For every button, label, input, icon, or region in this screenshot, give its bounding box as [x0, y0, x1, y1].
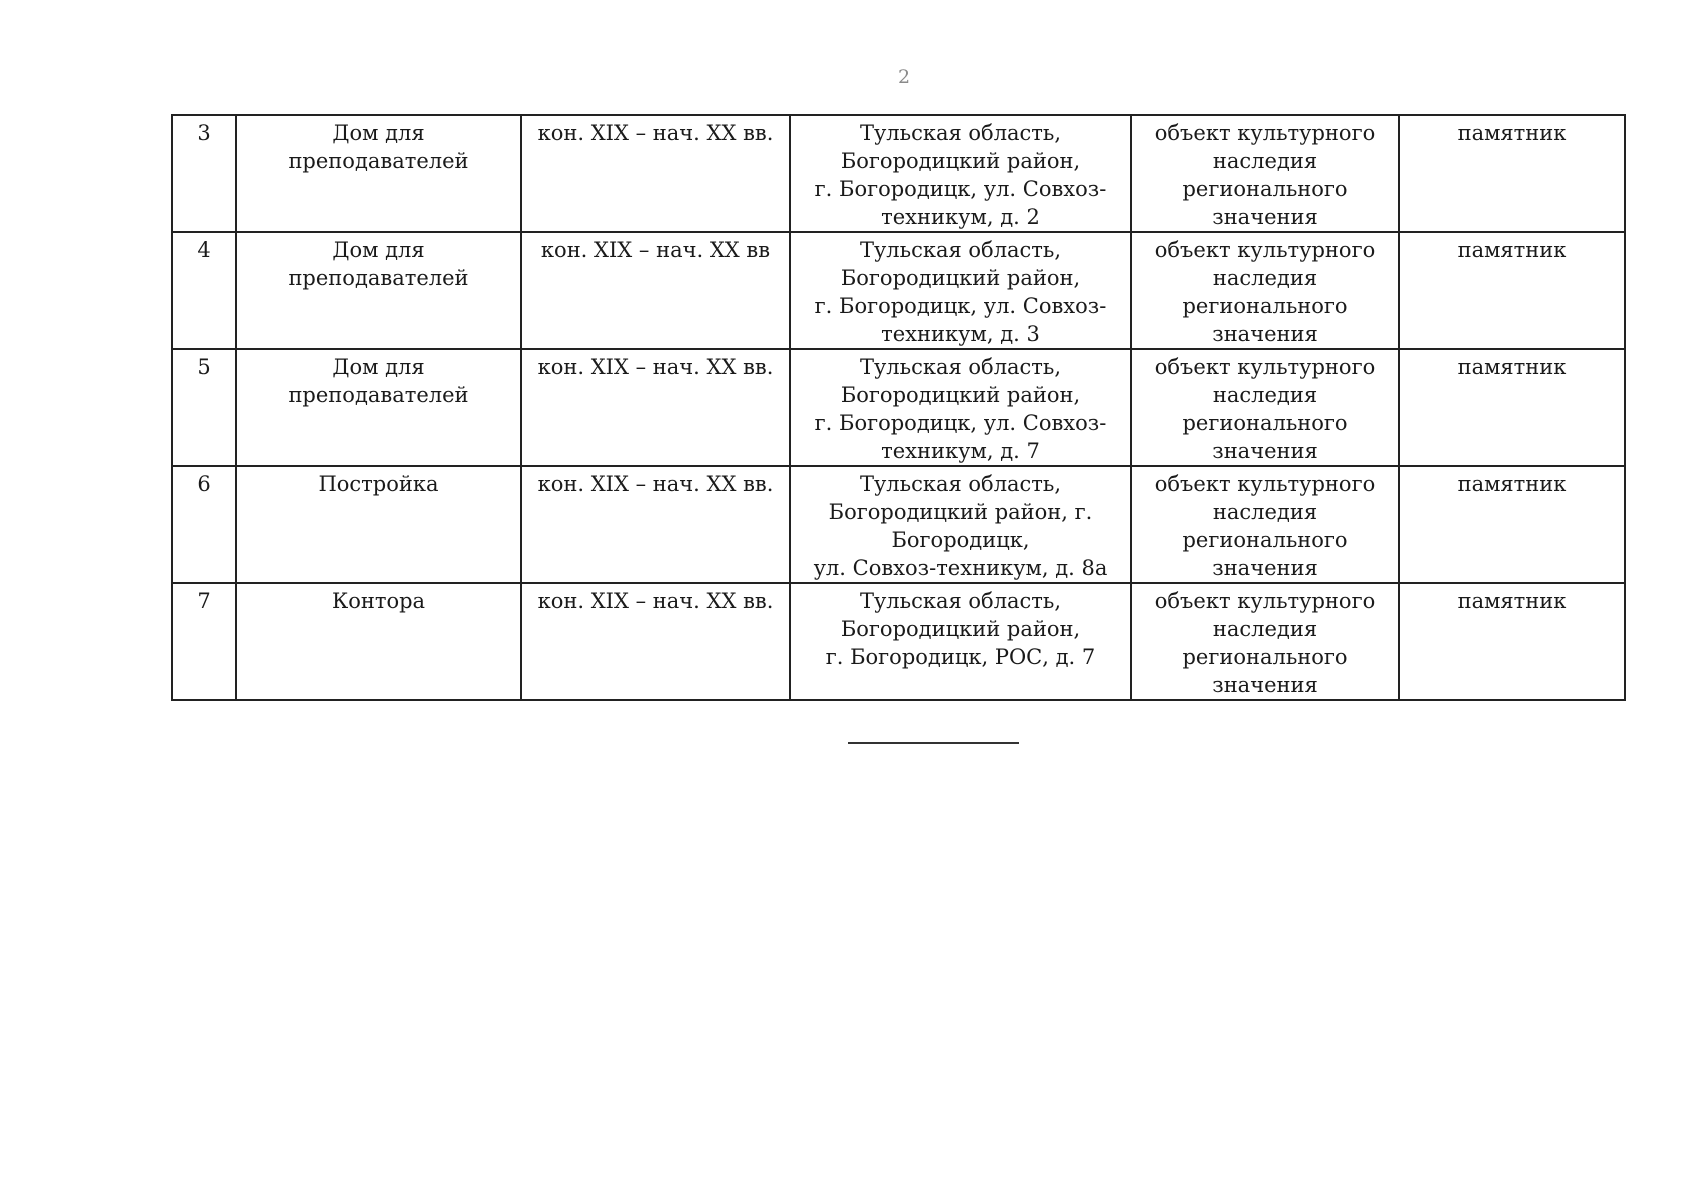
address: Тульская область, Богородицкий район, г. Богородицк, ул. Совхоз- техникум, д. 2	[814, 121, 1107, 229]
object-type: памятник	[1457, 355, 1567, 379]
category-cell	[1131, 115, 1399, 232]
object-type: памятник	[1457, 238, 1567, 262]
category: объект культурного наследия регионального значения	[1154, 121, 1376, 229]
category: объект культурного наследия регионального значения	[1154, 472, 1376, 580]
row-number: 3	[197, 121, 211, 145]
address-cell	[790, 232, 1131, 349]
category: объект культурного наследия регионального значения	[1154, 355, 1376, 463]
object-name-cell	[236, 115, 521, 232]
object-name-cell	[236, 349, 521, 466]
dating: кон. XIX – нач. XX вв.	[537, 355, 774, 379]
address-cell	[790, 349, 1131, 466]
dating: кон. XIX – нач. XX вв.	[537, 589, 774, 613]
dating-cell	[521, 115, 790, 232]
category-cell	[1131, 466, 1399, 583]
object-type-cell	[1399, 466, 1625, 583]
object-name-cell	[236, 583, 521, 700]
category-cell	[1131, 232, 1399, 349]
end-of-document-rule	[848, 742, 1019, 744]
object-name-cell	[236, 466, 521, 583]
object-type-cell	[1399, 349, 1625, 466]
row-number-cell	[172, 466, 236, 583]
object-name: Дом для преподавателей	[288, 355, 469, 407]
object-type: памятник	[1457, 121, 1567, 145]
category-cell	[1131, 583, 1399, 700]
dating: кон. XIX – нач. XX вв	[540, 238, 771, 262]
object-type-cell	[1399, 583, 1625, 700]
row-number-cell	[172, 115, 236, 232]
address-cell	[790, 115, 1131, 232]
address: Тульская область, Богородицкий район, г. Богородицк, ул. Совхоз-техникум, д. 8а	[813, 472, 1108, 580]
object-name: Дом для преподавателей	[288, 238, 469, 290]
object-type-cell	[1399, 115, 1625, 232]
table-row	[172, 583, 1625, 700]
object-type-cell	[1399, 232, 1625, 349]
row-number: 6	[197, 472, 211, 496]
dating-cell	[521, 349, 790, 466]
category-cell	[1131, 349, 1399, 466]
row-number-cell	[172, 583, 236, 700]
page-number: 2	[897, 66, 911, 88]
address: Тульская область, Богородицкий район, г. Богородицк, РОС, д. 7	[825, 589, 1096, 669]
heritage-objects-table	[171, 114, 1626, 701]
object-type: памятник	[1457, 472, 1567, 496]
row-number-cell	[172, 232, 236, 349]
address-cell	[790, 583, 1131, 700]
dating-cell	[521, 466, 790, 583]
row-number: 7	[197, 589, 211, 613]
row-number: 5	[197, 355, 211, 379]
address-cell	[790, 466, 1131, 583]
object-name: Дом для преподавателей	[288, 121, 469, 173]
dating: кон. XIX – нач. XX вв.	[537, 121, 774, 145]
address: Тульская область, Богородицкий район, г. Богородицк, ул. Совхоз- техникум, д. 3	[814, 238, 1107, 346]
category: объект культурного наследия регионального значения	[1154, 589, 1376, 697]
object-name-cell	[236, 232, 521, 349]
table-row	[172, 466, 1625, 583]
dating-cell	[521, 232, 790, 349]
table-row	[172, 349, 1625, 466]
dating-cell	[521, 583, 790, 700]
address: Тульская область, Богородицкий район, г. Богородицк, ул. Совхоз- техникум, д. 7	[814, 355, 1107, 463]
row-number-cell	[172, 349, 236, 466]
object-type: памятник	[1457, 589, 1567, 613]
row-number: 4	[197, 238, 211, 262]
category: объект культурного наследия регионального значения	[1154, 238, 1376, 346]
dating: кон. XIX – нач. XX вв.	[537, 472, 774, 496]
table-row	[172, 232, 1625, 349]
object-name: Постройка	[318, 472, 439, 496]
object-name: Контора	[331, 589, 426, 613]
table-row	[172, 115, 1625, 232]
